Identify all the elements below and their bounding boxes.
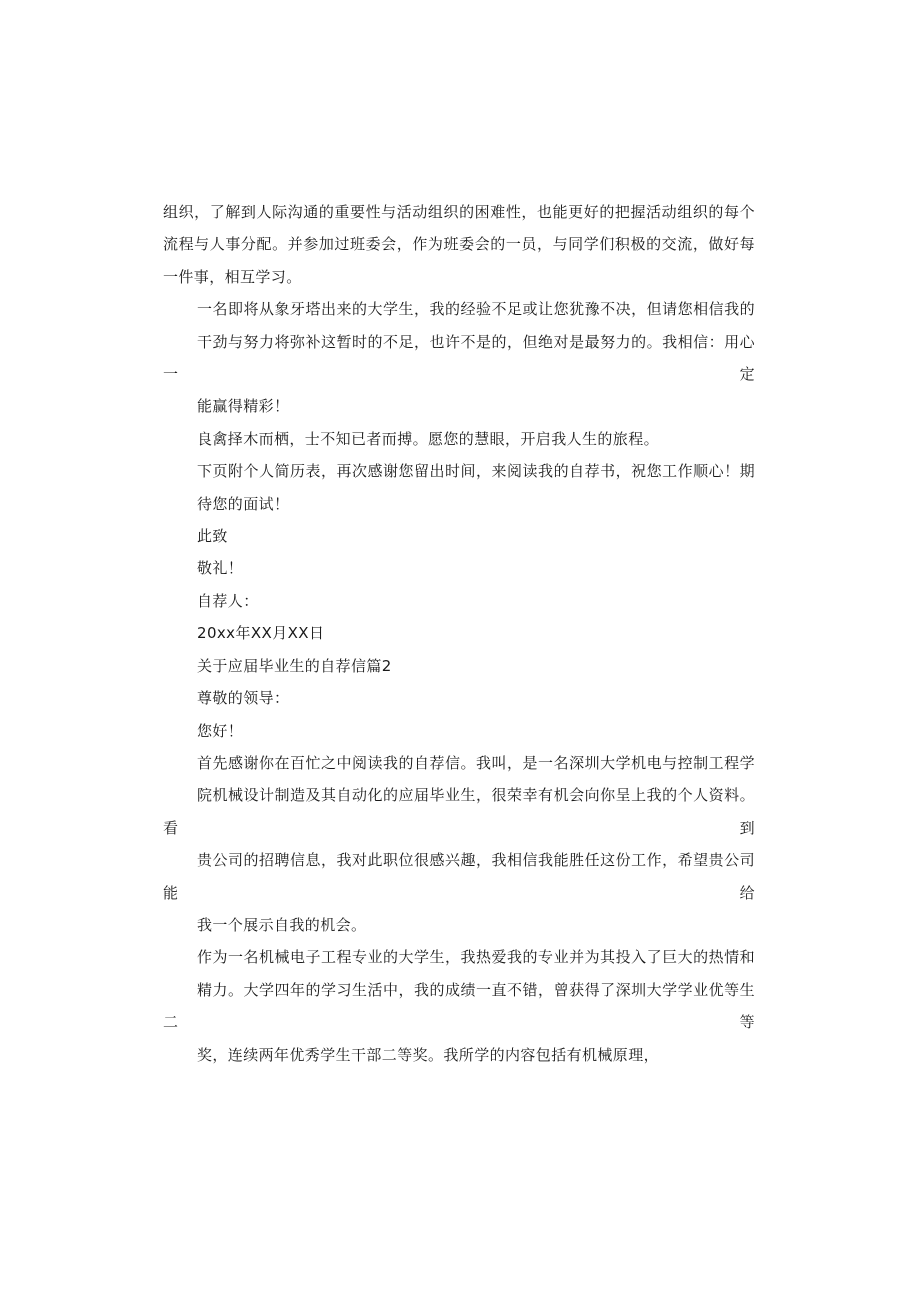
letter-paragraph bbox=[163, 650, 755, 682]
text-line: 一名即将从象牙塔出来的大学生，我的经验不足或让您犹豫不决，但请您相信我的 bbox=[197, 300, 755, 319]
text-line: 干劲与努力将弥补这暂时的不足，也许不是的，但绝对是最努力的。我相信：用心一定 bbox=[163, 332, 755, 384]
text-line: 作为一名机械电子工程专业的大学生，我热爱我的专业并为其投入了巨大的热情和 bbox=[197, 948, 755, 967]
letter-paragraph bbox=[163, 941, 755, 1071]
text-line: 良禽择木而栖，士不知已者而搏。愿您的慧眼，开启我人生的旅程。 bbox=[197, 429, 660, 448]
text-line: 院机械设计制造及其自动化的应届毕业生，很荣幸有机会向你呈上我的个人资料。看到 bbox=[163, 786, 755, 837]
text-line: 20xx年XX月XX日 bbox=[197, 624, 325, 643]
letter-paragraph bbox=[163, 715, 755, 747]
text-line: 尊敬的领导： bbox=[197, 689, 290, 708]
letter-paragraph bbox=[163, 682, 755, 714]
text-line: 我一个展示自我的机会。 bbox=[197, 915, 367, 934]
text-line: 下页附个人简历表，再次感谢您留出时间，来阅读我的自荐书，祝您工作顺心！期 bbox=[197, 462, 755, 481]
letter-paragraph bbox=[163, 552, 755, 584]
text-line: 待您的面试！ bbox=[197, 494, 290, 513]
text-line: 首先感谢你在百忙之中阅读我的自荐信。我叫，是一名深圳大学机电与控制工程学 bbox=[197, 753, 755, 772]
text-line: 奖，连续两年优秀学生干部二等奖。我所学的内容包括有机械原理， bbox=[197, 1045, 660, 1064]
text-line: 贵公司的招聘信息，我对此职位很感兴趣，我相信我能胜任这份工作，希望贵公司能给 bbox=[163, 851, 755, 902]
letter-paragraph bbox=[163, 585, 755, 617]
letter-paragraph bbox=[163, 520, 755, 552]
text-line: 此致 bbox=[197, 527, 228, 546]
letter-body bbox=[163, 196, 755, 1071]
text-line: 您好！ bbox=[197, 721, 244, 740]
letter-paragraph bbox=[163, 617, 755, 649]
text-line: 敬礼！ bbox=[197, 559, 244, 578]
letter-paragraph bbox=[163, 455, 755, 520]
text-line: 精力。大学四年的学习生活中，我的成绩一直不错，曾获得了深圳大学学业优等生二等 bbox=[163, 980, 755, 1032]
text-line: 能赢得精彩！ bbox=[197, 397, 290, 416]
text-line: 组织，了解到人际沟通的重要性与活动组织的困难性，也能更好的把握活动组织的每个 bbox=[163, 203, 755, 221]
text-line: 流程与人事分配。并参加过班委会，作为班委会的一员，与同学们积极的交流，做好每 bbox=[163, 235, 755, 254]
letter-paragraph bbox=[163, 747, 755, 941]
text-line: 关于应届毕业生的自荐信篇2 bbox=[197, 656, 392, 675]
letter-paragraph bbox=[163, 293, 755, 423]
letter-paragraph bbox=[163, 423, 755, 455]
letter-paragraph bbox=[163, 196, 755, 293]
text-line: 一件事，相互学习。 bbox=[163, 267, 302, 286]
text-line: 自荐人： bbox=[197, 591, 259, 610]
